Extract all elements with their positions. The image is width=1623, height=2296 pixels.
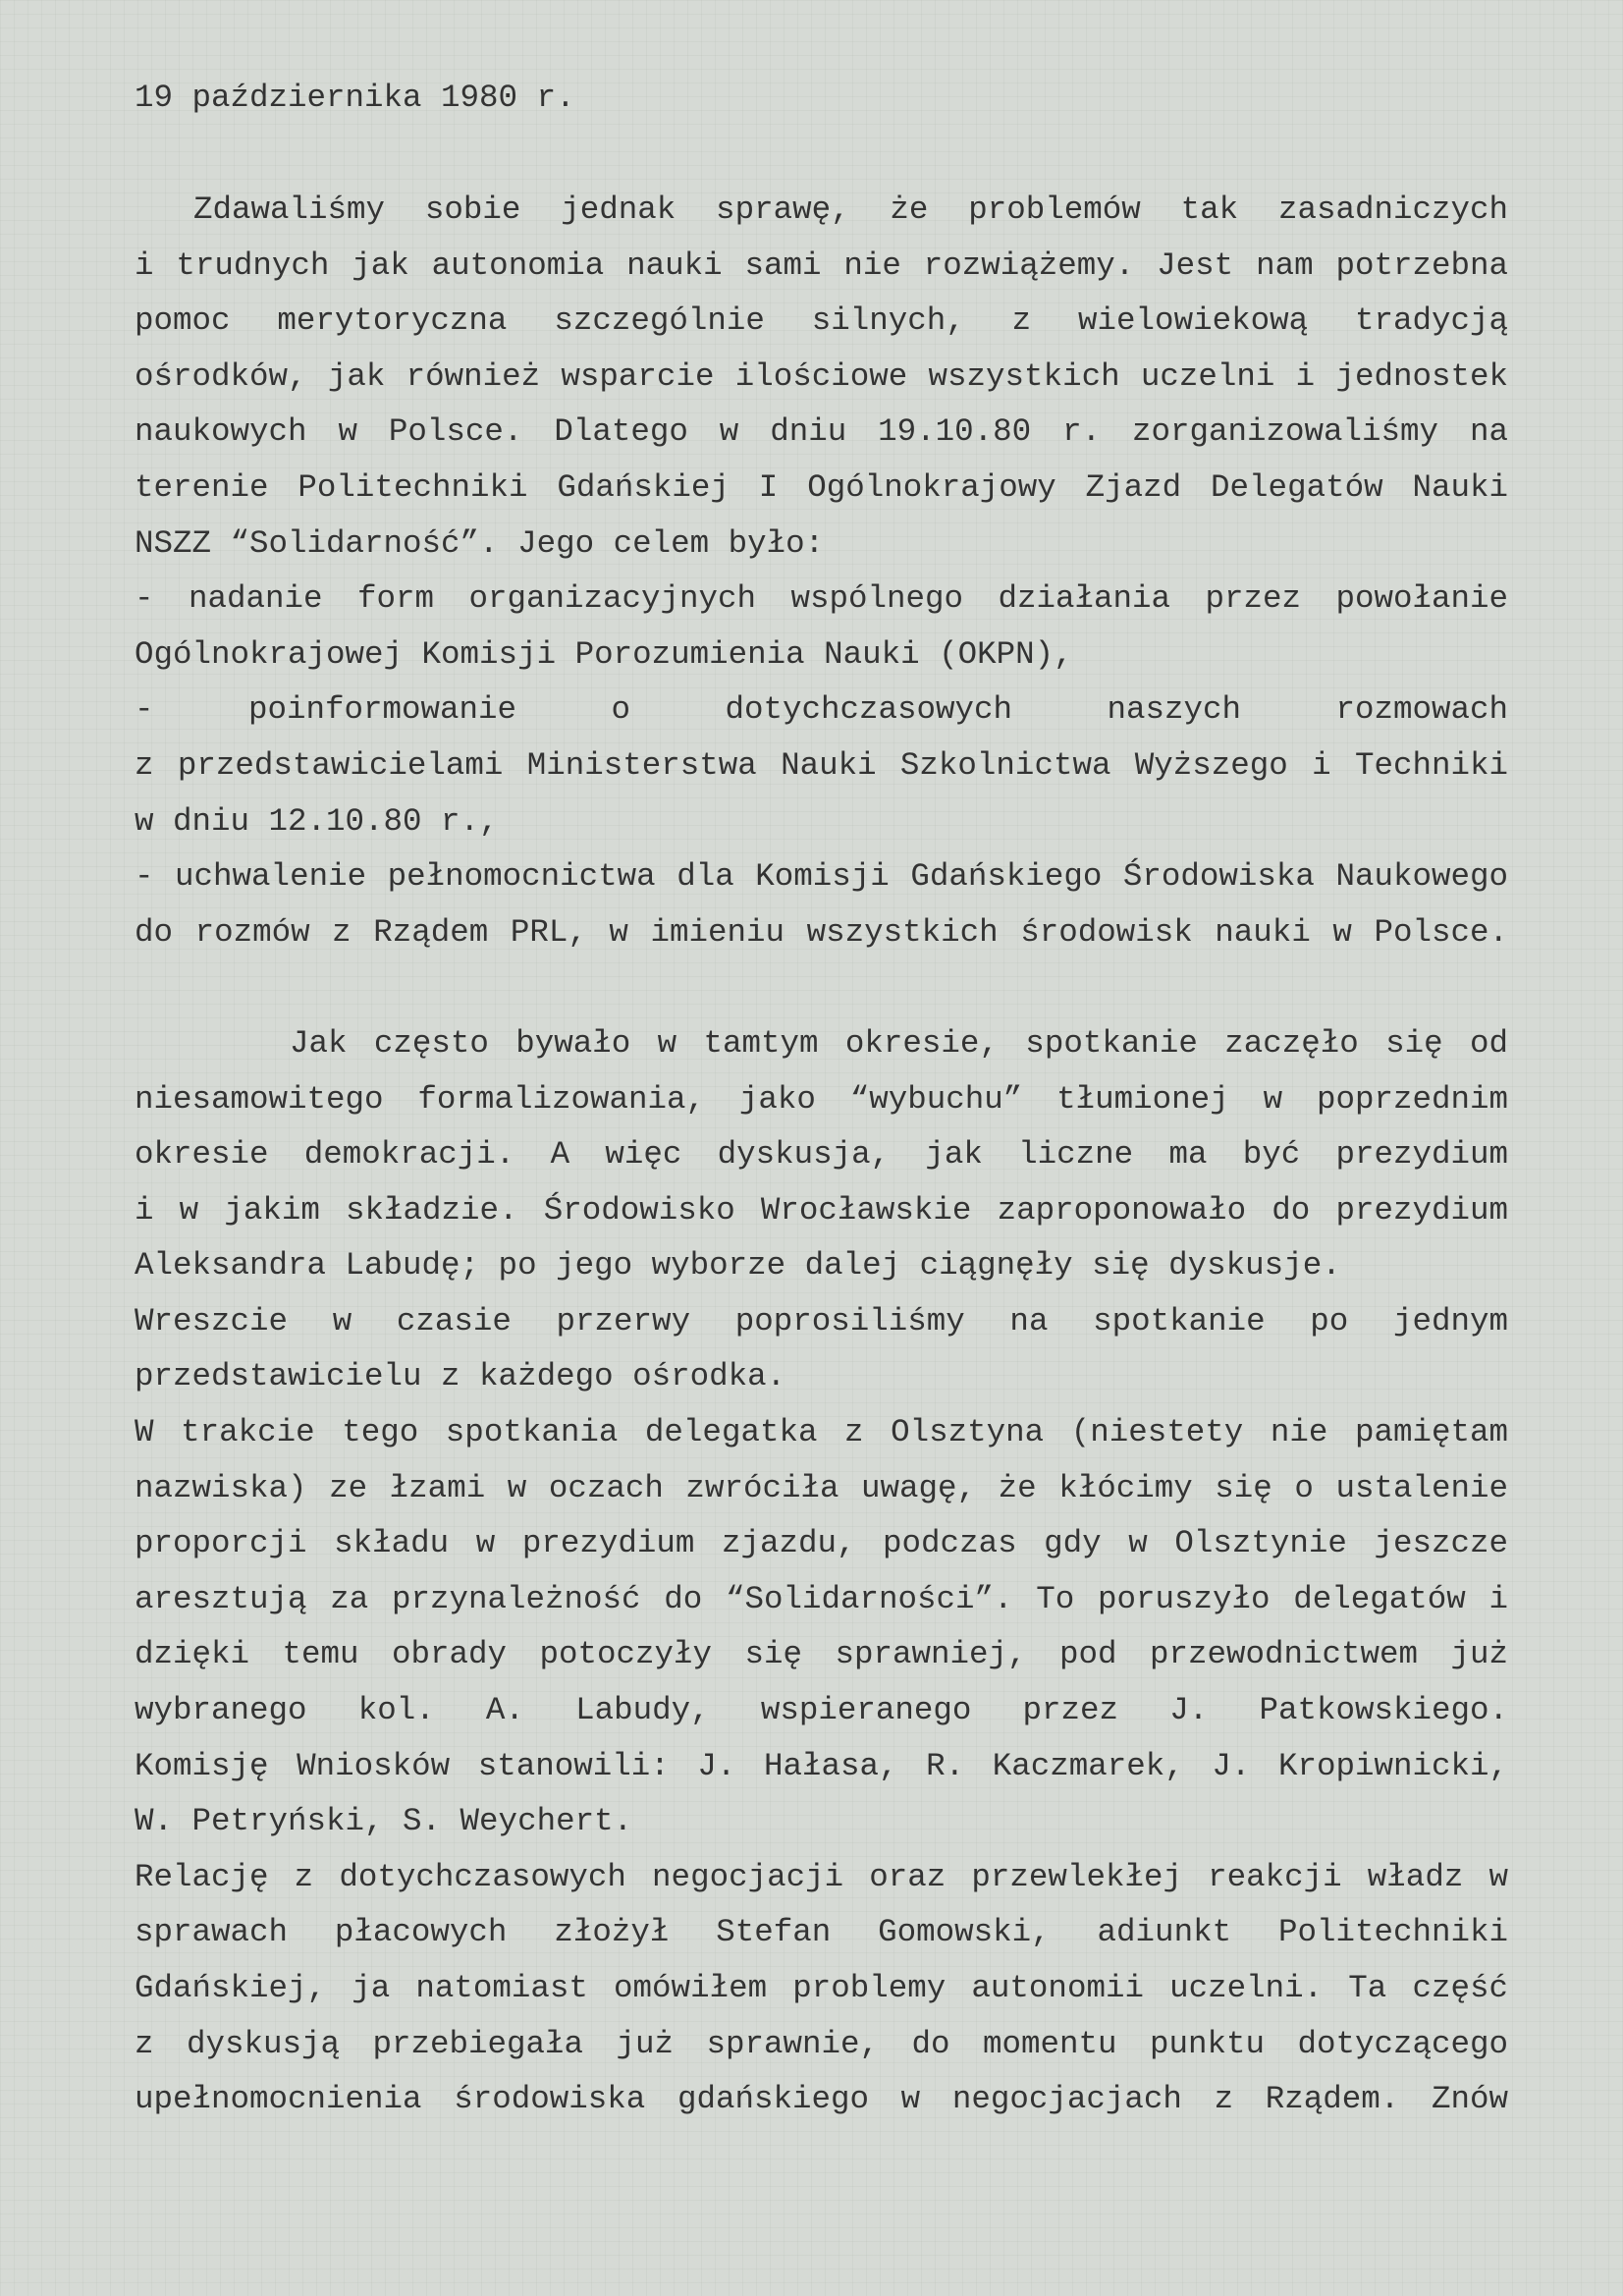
text-line: sprawach płacowych złożył Stefan Gomowski, adiunkt Politechniki [135,1914,1508,1951]
text-line: Wreszcie w czasie przerwy poprosiliśmy na spotkanie po jednym [135,1302,1508,1339]
text-line: w dniu 12.10.80 r., [135,802,499,840]
text-line: proporcji składu w prezydium zjazdu, podczas gdy w Olsztynie jeszcze [135,1525,1508,1562]
text-line: pomoc merytoryczna szczególnie silnych, z wielowiekową tradycją [135,302,1508,340]
text-line: Gdańskiej, ja natomiast omówiłem problemy autonomii uczelni. Ta część [135,1970,1508,2006]
paragraph-2 [135,1020,1508,2132]
text-line: Komisję Wniosków stanowili: J. Hałasa, R. Kaczmarek, J. Kropiwnicki, [135,1747,1508,1784]
text-line: Relację z dotychczasowych negocjacji oraz przewlekłej reakcji władz w [135,1858,1508,1895]
text-line: dzięki temu obrady potoczyły się sprawniej, pod przewodnictwem już [135,1636,1508,1673]
text-line: z przedstawicielami Ministerstwa Nauki Szkolnictwa Wyższego i Techniki [135,746,1508,784]
document-body [135,187,1508,2132]
text-line: - poinformowanie o dotychczasowych naszych rozmowach [135,691,1508,729]
text-line: z dyskusją przebiegała już sprawnie, do momentu punktu dotyczącego [135,2025,1508,2062]
text-line: NSZZ “Solidarność”. Jego celem było: [135,524,825,562]
text-line: Aleksandra Labudę; po jego wyborze dalej ciągnęły się dyskusje. [135,1247,1341,1285]
text-line: - nadanie form organizacyjnych wspólnego działania przez powołanie [135,580,1508,618]
text-line: upełnomocnienia środowiska gdańskiego w negocjacjach z Rządem. Znów [135,2081,1508,2118]
text-line: do rozmów z Rządem PRL, w imieniu wszystkich środowisk nauki w Polsce. [135,913,1508,951]
text-line: okresie demokracji. A więc dyskusja, jak liczne ma być prezydium [135,1136,1508,1174]
text-line: Jak często bywało w tamtym okresie, spotkanie zaczęło się od [290,1024,1508,1062]
text-line: terenie Politechniki Gdańskiej I Ogólnokrajowy Zjazd Delegatów Nauki [135,468,1508,506]
paragraph-spacer [135,964,1508,1020]
text-line: ośrodków, jak również wsparcie ilościowe wszystkich uczelni i jednostek [135,357,1508,395]
text-line: Zdawaliśmy sobie jednak sprawę, że problemów tak zasadniczych [193,191,1508,228]
text-line: i trudnych jak autonomia nauki sami nie rozwiążemy. Jest nam potrzebna [135,246,1508,284]
text-line: i w jakim składzie. Środowisko Wrocławskie zaproponowało do prezydium [135,1191,1508,1229]
text-line: - uchwalenie pełnomocnictwa dla Komisji Gdańskiego Środowiska Naukowego [135,858,1508,896]
text-line: Ogólnokrajowej Komisji Porozumienia Nauki (OKPN), [135,635,1073,673]
text-line: przedstawicielu z każdego ośrodka. [135,1358,786,1395]
text-line: naukowych w Polsce. Dlatego w dniu 19.10.80 r. zorganizowaliśmy na [135,413,1508,451]
document-date: 19 października 1980 r. [135,80,575,116]
text-line: W trakcie tego spotkania delegatka z Olsztyna (niestety nie pamiętam [135,1414,1508,1451]
text-line: W. Petryński, S. Weychert. [135,1803,633,1840]
text-line: niesamowitego formalizowania, jako “wybuchu” tłumionej w poprzednim [135,1080,1508,1118]
text-line: wybranego kol. A. Labudy, wspieranego przez J. Patkowskiego. [135,1692,1508,1729]
text-line: aresztują za przynależność do “Solidarności”. To poruszyło delegatów i [135,1580,1508,1617]
text-line: nazwiska) ze łzami w oczach zwróciła uwagę, że kłócimy się o ustalenie [135,1469,1508,1506]
paragraph-1 [135,187,1508,964]
